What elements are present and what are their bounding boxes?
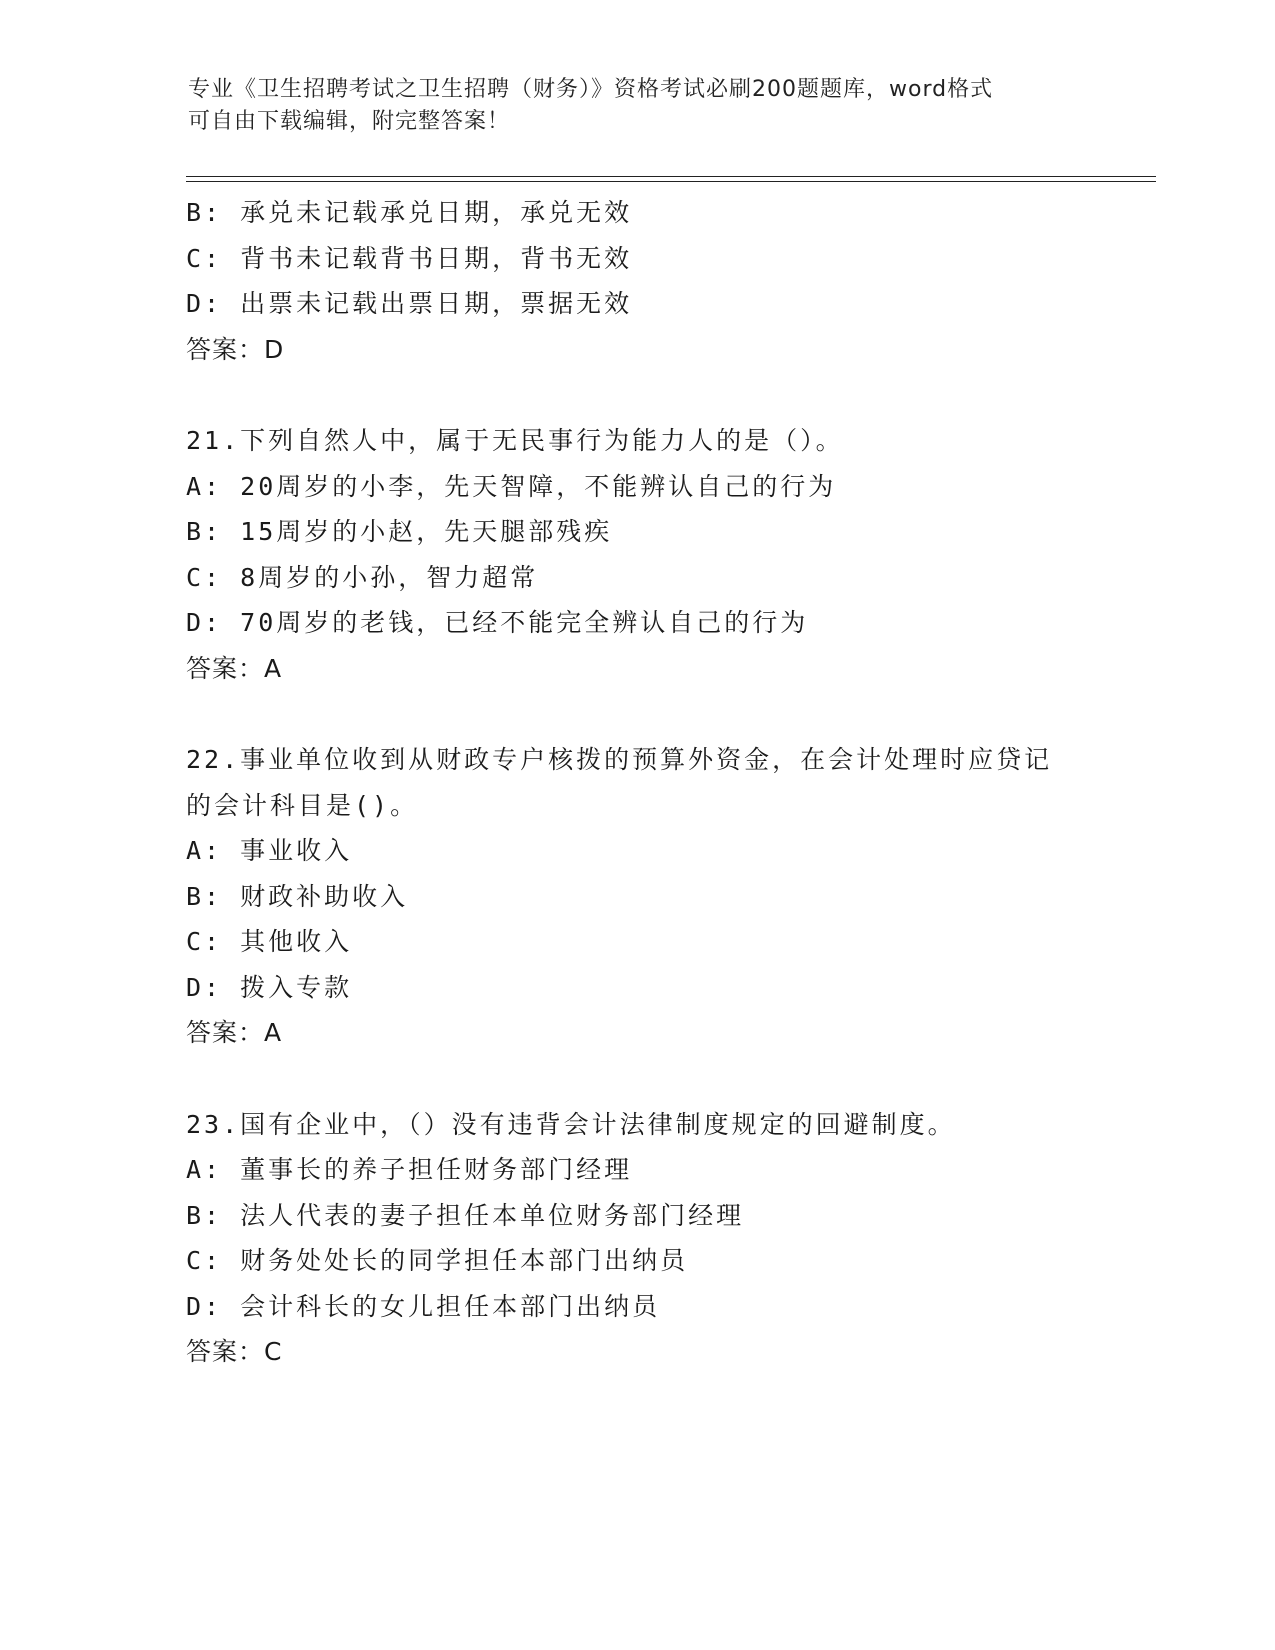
header-divider-top — [186, 176, 1156, 177]
answer-line: 答案：D — [186, 334, 285, 364]
header-title-line-1: 专业《卫生招聘考试之卫生招聘（财务）》资格考试必刷200题题库，word格式 — [188, 77, 994, 102]
header-title-line-2: 可自由下载编辑，附完整答案！ — [188, 109, 511, 134]
question-block-23 — [186, 1102, 1146, 1375]
option-c: C: 8周岁的小孙，智力超常 — [186, 562, 539, 592]
page-header — [188, 74, 1068, 138]
option-d: D: 出票未记载出票日期，票据无效 — [186, 289, 633, 318]
option-a: A: 董事长的养子担任财务部门经理 — [186, 1155, 633, 1184]
spacer — [186, 372, 1146, 418]
option-c: C: 背书未记载背书日期，背书无效 — [186, 243, 633, 273]
question-text-continued: 的会计科目是()。 — [186, 790, 419, 820]
question-list — [186, 190, 1146, 1375]
header-divider-bottom — [186, 181, 1156, 182]
option-b: B: 15周岁的小赵，先天腿部残疾 — [186, 517, 613, 546]
previous-question-block — [186, 190, 1146, 372]
option-a: A: 事业收入 — [186, 836, 353, 865]
option-b: B: 财政补助收入 — [186, 881, 409, 911]
option-c: C: 其他收入 — [186, 927, 353, 956]
option-b: B: 法人代表的妻子担任本单位财务部门经理 — [186, 1200, 745, 1230]
option-d: D: 70周岁的老钱，已经不能完全辨认自己的行为 — [186, 608, 809, 637]
option-c: C: 财务处处长的同学担任本部门出纳员 — [186, 1246, 689, 1275]
question-text: 21.下列自然人中，属于无民事行为能力人的是（）。 — [186, 426, 844, 455]
option-d: D: 拨入专款 — [186, 972, 353, 1002]
answer-line: 答案：A — [186, 653, 283, 683]
question-text: 23.国有企业中，（）没有违背会计法律制度规定的回避制度。 — [186, 1109, 956, 1139]
answer-line: 答案：C — [186, 1337, 283, 1366]
option-d: D: 会计科长的女儿担任本部门出纳员 — [186, 1291, 661, 1321]
question-block-21 — [186, 418, 1146, 691]
spacer — [186, 691, 1146, 737]
question-text: 22.事业单位收到从财政专户核拨的预算外资金，在会计处理时应贷记 — [186, 745, 1053, 774]
spacer — [186, 1056, 1146, 1102]
answer-line: 答案：A — [186, 1018, 283, 1047]
option-b: B: 承兑未记载承兑日期，承兑无效 — [186, 198, 633, 227]
option-a: A: 20周岁的小李，先天智障，不能辨认自己的行为 — [186, 471, 837, 501]
question-block-22 — [186, 737, 1146, 1056]
